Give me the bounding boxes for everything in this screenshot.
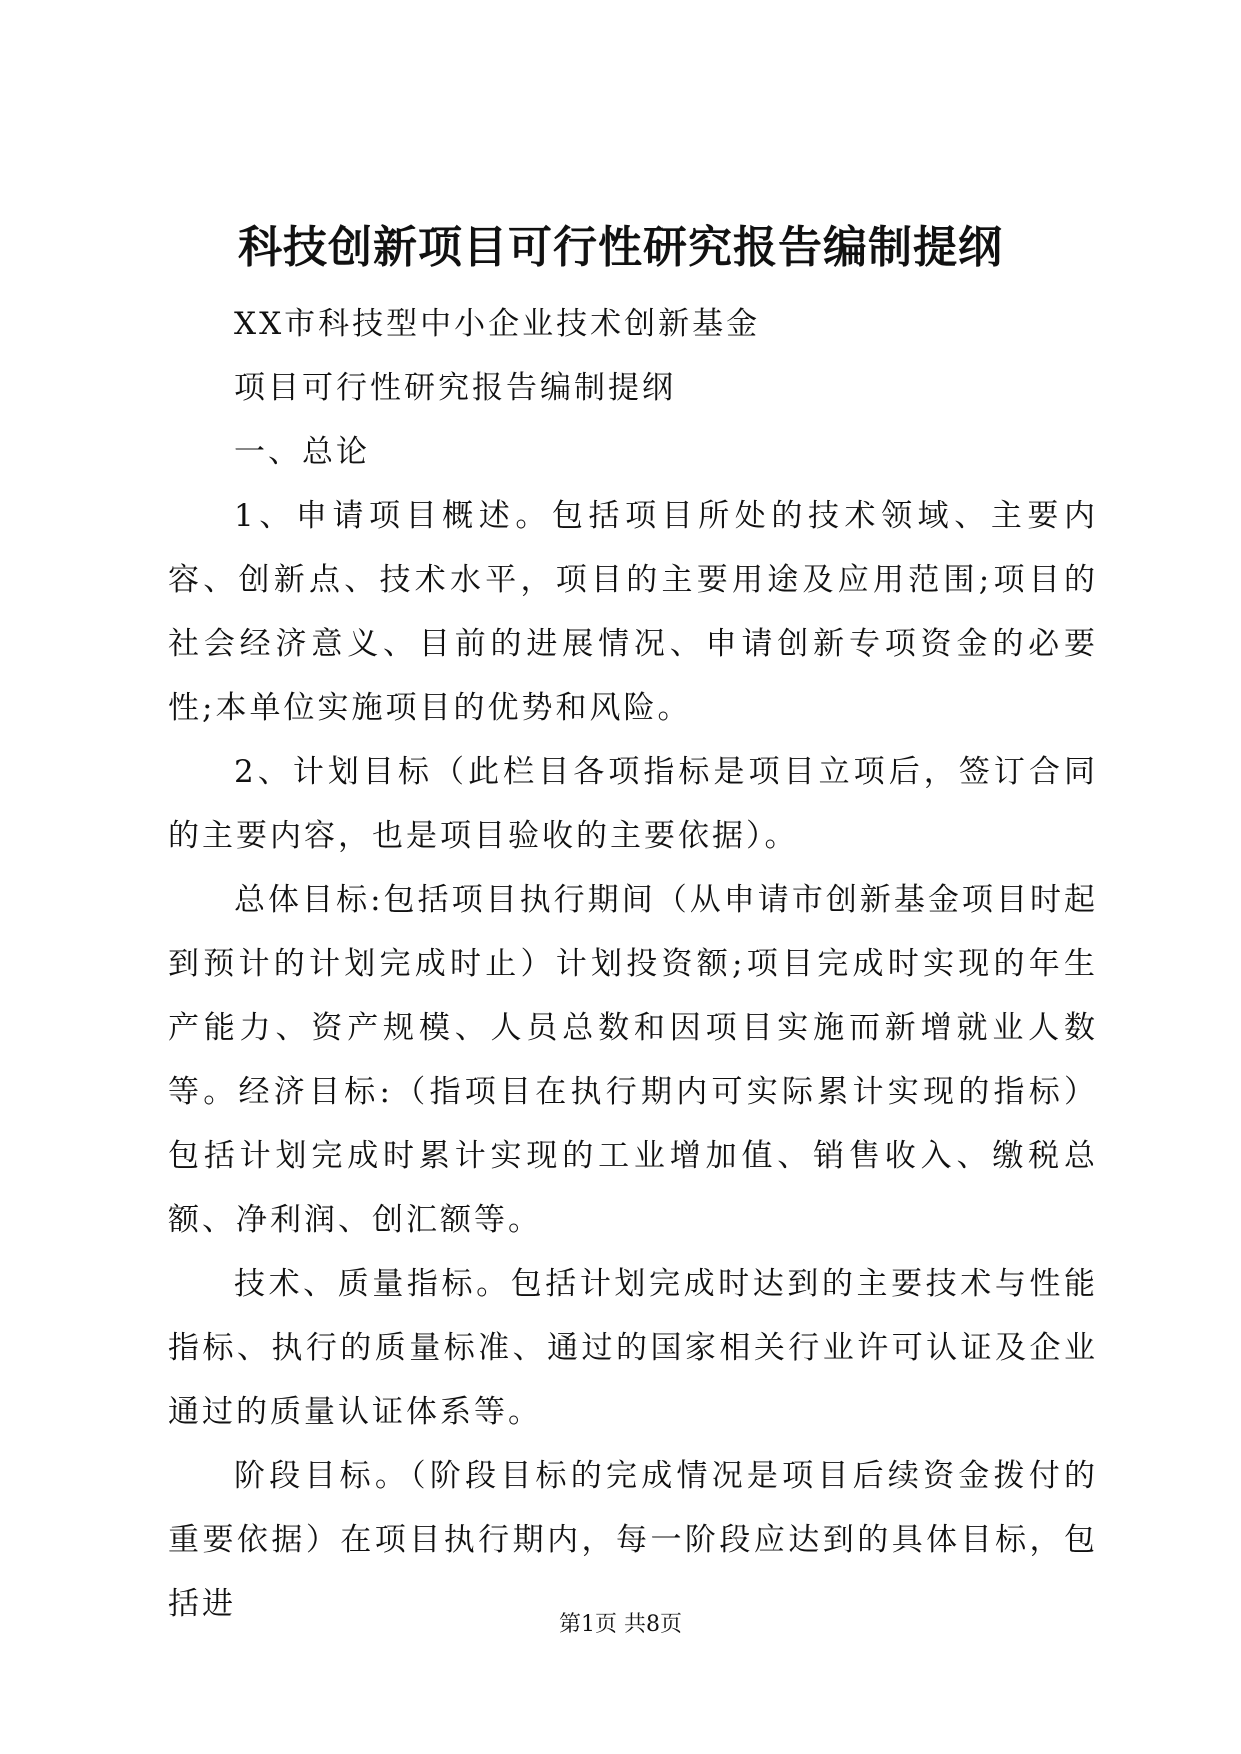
section-heading-general: 一、总论 — [234, 434, 370, 470]
paragraph-overall-goals: 总体目标:包括项目执行期间（从申请市创新基金项目时起到预计的计划完成时止）计划投资额;项目完成时实现的年生产能力、资产规模、人员总数和因项目实施而新增就业人数等。经济目标:（指项目在执行期内可实际累计实现的指标）包括计划完成时累计实现的工业增加值、销售收入、缴税总额、净利润、创汇额等。 — [168, 882, 1098, 1238]
paragraph-project-overview: 1、申请项目概述。包括项目所处的技术领域、主要内容、创新点、技术水平，项目的主要用途及应用范围;项目的社会经济意义、目前的进展情况、申请创新专项资金的必要性;本单位实施项目的优势和风险。 — [168, 498, 1098, 726]
paragraph-stage-goals: 阶段目标。（阶段目标的完成情况是项目后续资金拨付的重要依据）在项目执行期内，每一阶段应达到的具体目标，包括进 — [168, 1458, 1098, 1622]
paragraph-outline-title: 项目可行性研究报告编制提纲 — [234, 370, 676, 406]
document-body — [168, 292, 1098, 1636]
paragraph-technical-indicators: 技术、质量指标。包括计划完成时达到的主要技术与性能指标、执行的质量标准、通过的国家相关行业许可认证及企业通过的质量认证体系等。 — [168, 1266, 1098, 1430]
paragraph-plan-goals: 2、计划目标（此栏目各项指标是项目立项后，签订合同的主要内容，也是项目验收的主要依据）。 — [168, 754, 1098, 854]
page-number-footer: 第1页 共8页 — [559, 1612, 682, 1637]
document-title: 科技创新项目可行性研究报告编制提纲 — [238, 222, 1003, 273]
paragraph-fund-name: XX市科技型中小企业技术创新基金 — [234, 306, 761, 342]
